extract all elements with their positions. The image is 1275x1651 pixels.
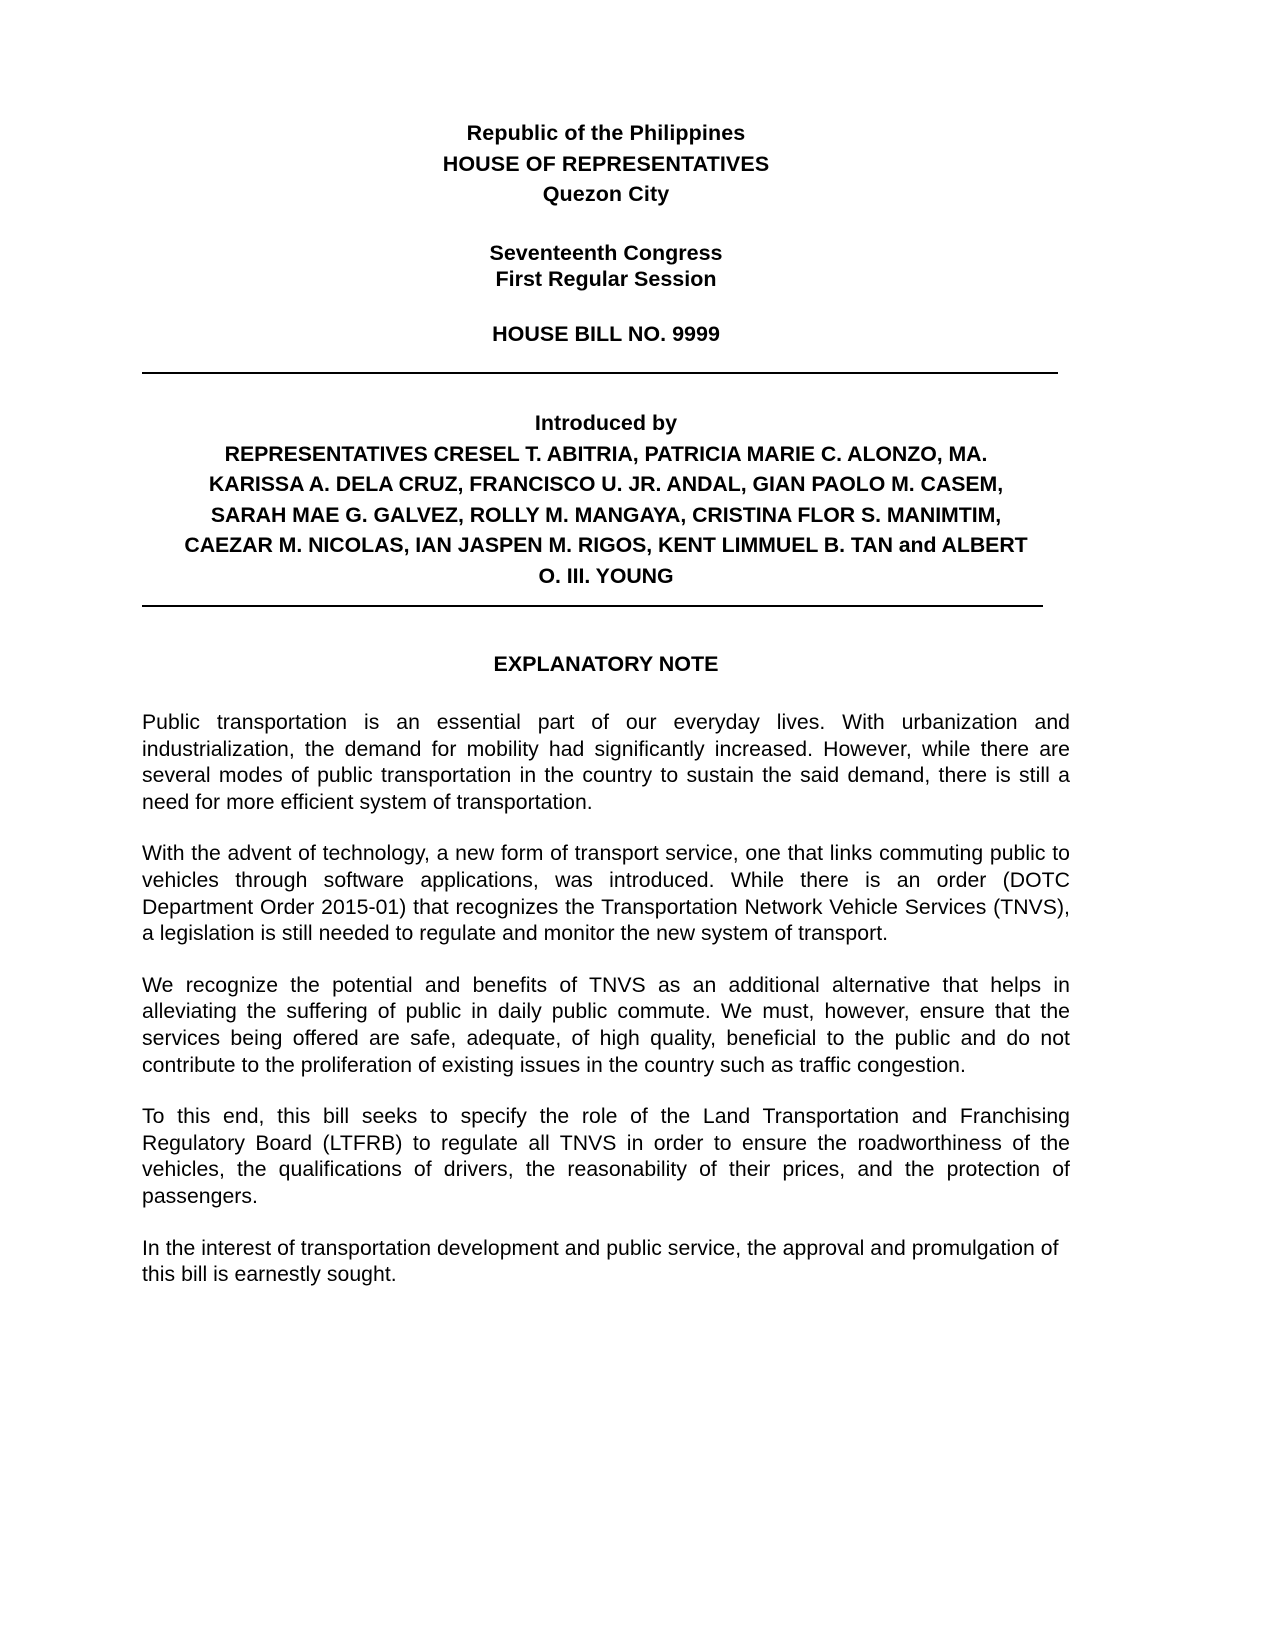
masthead-city: Quezon City — [542, 182, 670, 206]
authors-names — [142, 439, 1070, 592]
masthead-republic: Republic of the Philippines — [466, 121, 746, 145]
authors-intro: Introduced by — [534, 410, 678, 435]
paragraph: Public transportation is an essential part of our everyday lives. With urbanization and industrialization, the demand for mobility had significantly increased. However, while there are several modes of public transportation in the country to sustain the said demand, there is still a need for more efficient system of transportation. — [142, 711, 1070, 814]
divider-bottom — [142, 605, 1043, 607]
author-line: O. III. YOUNG — [538, 563, 674, 588]
paragraph: We recognize the potential and benefits of TNVS as an additional alternative that helps in alleviating the suffering of public in daily public commute. We must, however, ensure that the services being offered are safe, adequate, of high quality, beneficial to the public and do not contribute to the proliferation of existing issues in the country such as traffic congestion. — [142, 973, 1070, 1077]
bill-number: HOUSE BILL NO. 9999 — [492, 321, 720, 346]
bill-number-block — [142, 321, 1070, 347]
author-line: REPRESENTATIVES CRESEL T. ABITRIA, PATRICIA MARIE C. ALONZO, MA. — [224, 441, 988, 466]
author-line: CAEZAR M. NICOLAS, IAN JASPEN M. RIGOS, KENT LIMMUEL B. TAN and ALBERT — [184, 533, 1028, 557]
congress-number: Seventeenth Congress — [489, 240, 723, 265]
author-line: SARAH MAE G. GALVEZ, ROLLY M. MANGAYA, CRISTINA FLOR S. MANIMTIM, — [210, 502, 1002, 527]
masthead — [142, 0, 1070, 210]
paragraph: To this end, this bill seeks to specify the role of the Land Transportation and Franchising Regulatory Board (LTFRB) to regulate all TNVS in order to ensure the roadworthiness of the vehicles, the qualifications of drivers, the reasonability of their prices, and the protection of passengers. — [142, 1105, 1070, 1208]
congress-block — [142, 240, 1070, 293]
masthead-chamber: HOUSE OF REPRESENTATIVES — [442, 151, 770, 176]
author-line: KARISSA A. DELA CRUZ, FRANCISCO U. JR. ANDAL, GIAN PAOLO M. CASEM, — [208, 472, 1004, 496]
paragraph: With the advent of technology, a new form of transport service, one that links commuting public to vehicles through software applications, was introduced. While there is an order (DOTC Department Order 2015-01) that recognizes the Transportation Network Vehicle Services (TNVS), a legislation is still needed to regulate and monitor the new system of transport. — [142, 842, 1070, 946]
divider-top — [142, 372, 1058, 374]
paragraph: In the interest of transportation development and public service, the approval and promulgation of this bill is earnestly sought. — [142, 1236, 1059, 1287]
authors-block — [142, 408, 1070, 592]
page-content — [142, 0, 1070, 1289]
section-title: EXPLANATORY NOTE — [493, 652, 719, 676]
explanatory-note-body — [142, 710, 1070, 1289]
congress-session: First Regular Session — [495, 267, 717, 291]
